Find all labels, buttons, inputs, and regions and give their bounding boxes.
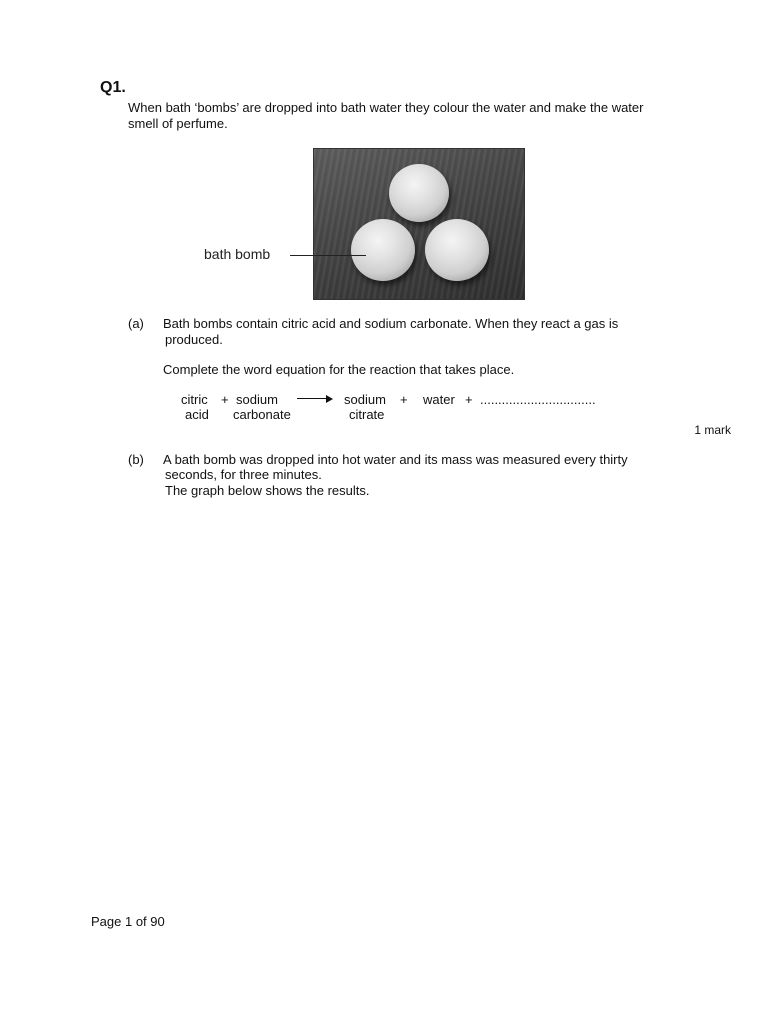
equation-acid: acid bbox=[185, 407, 209, 422]
part-a-line-2: produced. bbox=[165, 332, 223, 347]
equation-plus-3: + bbox=[465, 392, 473, 407]
equation-citric: citric bbox=[181, 392, 208, 407]
part-b-line-3: The graph below shows the results. bbox=[165, 483, 370, 498]
reaction-arrow-icon bbox=[326, 395, 333, 403]
equation-sodium-product: sodium bbox=[344, 392, 386, 407]
part-b-label: (b) bbox=[128, 452, 144, 467]
equation-plus-1: + bbox=[221, 392, 229, 407]
bath-bomb-ball bbox=[351, 219, 415, 281]
equation-sodium: sodium bbox=[236, 392, 278, 407]
equation-answer-blank[interactable]: ................................ bbox=[480, 392, 596, 407]
marks-label: 1 mark bbox=[694, 423, 731, 437]
bath-bomb-ball bbox=[389, 164, 449, 222]
equation-plus-2: + bbox=[400, 392, 408, 407]
reaction-arrow-line bbox=[297, 398, 327, 399]
question-number: Q1. bbox=[100, 79, 126, 96]
bath-bomb-photo bbox=[313, 148, 525, 300]
page-number: Page 1 of 90 bbox=[91, 914, 165, 929]
equation-carbonate: carbonate bbox=[233, 407, 291, 422]
bath-bomb-callout-label: bath bomb bbox=[204, 246, 271, 262]
part-a-line-1: Bath bombs contain citric acid and sodium carbonate. When they react a gas is bbox=[163, 316, 619, 331]
equation-citrate: citrate bbox=[349, 407, 385, 422]
part-b-line-1: A bath bomb was dropped into hot water and its mass was measured every thirty bbox=[163, 452, 628, 467]
question-intro-line-2: smell of perfume. bbox=[128, 116, 228, 131]
part-b-line-2: seconds, for three minutes. bbox=[165, 467, 322, 482]
question-intro-line-1: When bath ‘bombs’ are dropped into bath water they colour the water and make the water bbox=[128, 100, 644, 115]
equation-water: water bbox=[423, 392, 455, 407]
bath-bomb-ball bbox=[425, 219, 489, 281]
part-a-label: (a) bbox=[128, 316, 144, 331]
part-a-instruction: Complete the word equation for the reaction that takes place. bbox=[163, 362, 515, 377]
callout-leader-line bbox=[290, 255, 366, 256]
